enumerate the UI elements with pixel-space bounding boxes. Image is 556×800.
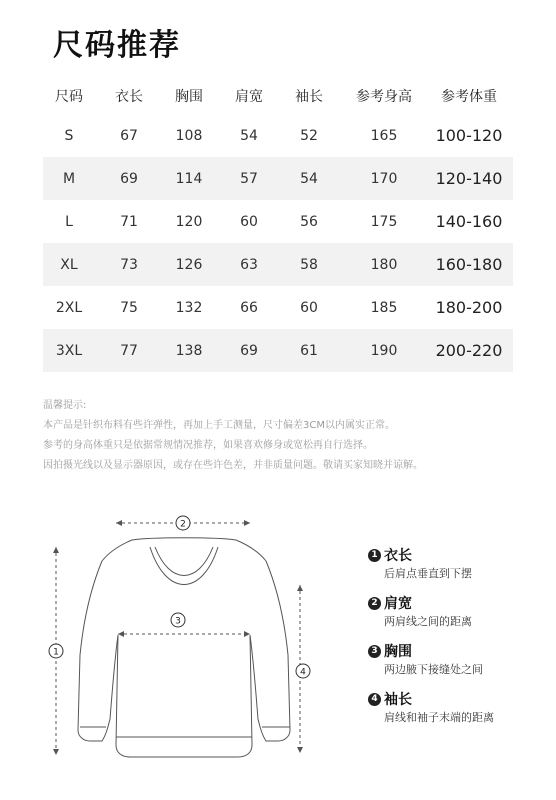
header-size: 尺码	[55, 89, 83, 105]
sweatshirt-diagram	[40, 505, 330, 765]
weight-cell: 140-160	[435, 212, 503, 231]
tip-line: 参考的身高体重只是依据常规情况推荐，如果喜欢修身或宽松再自行选择。	[43, 440, 373, 451]
tip-line: 因拍摄光线以及显示器原因，或存在些许色差，并非质量问题。敬请买家知晓并谅解。	[43, 460, 423, 471]
sleeve-cell: 56	[300, 213, 318, 230]
size-cell: 3XL	[55, 342, 83, 359]
sleeve-cell: 61	[300, 342, 318, 359]
header-weight: 参考体重	[441, 89, 497, 105]
chest-cell: 126	[175, 256, 203, 273]
svg-text:1: 1	[53, 647, 59, 658]
header-chest: 胸围	[175, 89, 203, 105]
length-cell: 71	[120, 213, 138, 230]
height-cell: 175	[370, 213, 398, 230]
shoulder-cell: 54	[240, 127, 258, 144]
chest-cell: 120	[175, 213, 203, 230]
table-row	[43, 157, 513, 200]
table-row	[43, 243, 513, 286]
table-row	[43, 286, 513, 329]
sleeve-cell: 60	[300, 299, 318, 316]
height-cell: 170	[370, 170, 398, 187]
legend-desc: 两边腋下接缝处之间	[384, 663, 483, 676]
size-cell: 2XL	[55, 299, 83, 316]
size-cell: M	[62, 170, 76, 187]
sleeve-cell: 52	[300, 127, 318, 144]
marker-2	[176, 516, 190, 530]
svg-text:2: 2	[180, 519, 186, 530]
size-cell: S	[64, 127, 74, 144]
size-table	[43, 78, 513, 372]
legend-item-sleeve	[368, 689, 548, 737]
header-length: 衣长	[115, 89, 143, 105]
shoulder-cell: 63	[240, 256, 258, 273]
length-cell: 75	[120, 299, 138, 316]
weight-cell: 160-180	[435, 255, 503, 274]
length-cell: 73	[120, 256, 138, 273]
header-sleeve: 袖长	[295, 89, 323, 105]
height-cell: 165	[370, 127, 398, 144]
sleeve-cell: 58	[300, 256, 318, 273]
weight-cell: 180-200	[435, 298, 503, 317]
tip-line: 本产品是针织布料有些许弹性，再加上手工测量，尺寸偏差3CM以内属实正常。	[43, 420, 395, 431]
tips-heading: 温馨提示:	[43, 400, 87, 411]
number-badge-icon: 1	[368, 549, 381, 562]
sweatshirt-illustration	[40, 505, 330, 765]
sleeve-cell: 54	[300, 170, 318, 187]
weight-cell: 100-120	[435, 126, 503, 145]
table-row	[43, 114, 513, 157]
measurement-legend	[368, 545, 548, 737]
legend-desc: 后肩点垂直到下摆	[384, 567, 472, 580]
marker-3	[171, 613, 185, 627]
number-badge-icon: 2	[368, 597, 381, 610]
size-cell: L	[65, 213, 73, 230]
chest-cell: 108	[175, 127, 203, 144]
marker-1	[49, 644, 63, 658]
shoulder-cell: 69	[240, 342, 258, 359]
size-cell: XL	[60, 256, 78, 273]
legend-item-chest	[368, 641, 548, 689]
tips-block	[43, 396, 523, 476]
header-height: 参考身高	[356, 89, 412, 105]
height-cell: 185	[370, 299, 398, 316]
page-title: 尺码推荐	[53, 28, 181, 63]
legend-name: 胸围	[384, 644, 412, 660]
length-cell: 67	[120, 127, 138, 144]
legend-item-length	[368, 545, 548, 593]
svg-text:4: 4	[300, 667, 306, 678]
height-cell: 190	[370, 342, 398, 359]
number-badge-icon: 4	[368, 693, 381, 706]
length-cell: 69	[120, 170, 138, 187]
legend-item-shoulder	[368, 593, 548, 641]
legend-name: 袖长	[384, 692, 412, 708]
shoulder-cell: 57	[240, 170, 258, 187]
length-cell: 77	[120, 342, 138, 359]
legend-desc: 两肩线之间的距离	[384, 615, 472, 628]
table-row	[43, 329, 513, 372]
chest-cell: 114	[175, 170, 203, 187]
header-shoulder: 肩宽	[235, 89, 263, 105]
chest-cell: 132	[175, 299, 203, 316]
shoulder-cell: 66	[240, 299, 258, 316]
svg-text:3: 3	[175, 616, 181, 627]
legend-desc: 肩线和袖子末端的距离	[384, 711, 494, 724]
legend-name: 肩宽	[384, 596, 412, 612]
marker-4	[296, 664, 310, 678]
table-header-row	[43, 78, 513, 114]
weight-cell: 120-140	[435, 169, 503, 188]
legend-name: 衣长	[384, 548, 412, 564]
table-row	[43, 200, 513, 243]
shoulder-cell: 60	[240, 213, 258, 230]
height-cell: 180	[370, 256, 398, 273]
number-badge-icon: 3	[368, 645, 381, 658]
chest-cell: 138	[175, 342, 203, 359]
weight-cell: 200-220	[435, 341, 503, 360]
